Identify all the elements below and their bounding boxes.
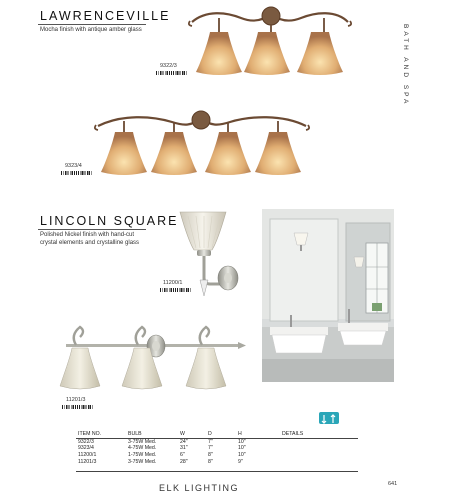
cell-w: 28" bbox=[180, 458, 188, 465]
cell-details bbox=[280, 445, 358, 452]
column-header-details: DETAILS bbox=[280, 431, 358, 438]
column-header-bulb: BULB bbox=[126, 431, 178, 438]
model-label-11200-1: 11200/1 bbox=[163, 280, 183, 286]
cell-details bbox=[280, 458, 358, 465]
page-number: 641 bbox=[388, 481, 398, 487]
model-label-9322-3: 9322/3 bbox=[160, 63, 177, 69]
table-bottom-rule bbox=[76, 471, 358, 472]
barcode bbox=[160, 288, 192, 292]
cell-h: 10" bbox=[238, 445, 246, 452]
cell-item-no: 11201/3 bbox=[78, 458, 97, 465]
cell-bulb: 1-75W Med. bbox=[128, 452, 157, 459]
arrows-icon bbox=[319, 413, 339, 425]
barcode bbox=[62, 405, 94, 409]
table-header-row bbox=[76, 431, 358, 438]
cell-w: 6" bbox=[180, 452, 185, 459]
amber-shade bbox=[101, 132, 301, 175]
cell-h: 10" bbox=[238, 452, 246, 459]
cell-item-no: 9322/3 bbox=[78, 438, 94, 445]
cell-h: 10" bbox=[238, 438, 246, 445]
series-description-lincoln-square: Polished Nickel finish with hand-cut crystal elements and crystalline glass bbox=[40, 232, 140, 246]
title-rule bbox=[38, 229, 146, 230]
certification-badge-icon bbox=[319, 412, 339, 424]
table-row bbox=[76, 445, 358, 452]
cell-item-no: 9323/4 bbox=[78, 445, 94, 452]
series-title-lincoln-square: LINCOLN SQUARE bbox=[40, 214, 179, 228]
column-header-w: W bbox=[178, 431, 206, 438]
cell-item-no: 11200/1 bbox=[78, 452, 97, 459]
elk-lighting-logo: ELK LIGHTING bbox=[159, 483, 240, 493]
cell-details bbox=[280, 452, 358, 459]
cell-w: 31" bbox=[180, 445, 188, 452]
cell-d: 8" bbox=[208, 452, 213, 459]
cell-w: 24" bbox=[180, 438, 188, 445]
column-header-item-no: ITEM NO. bbox=[76, 431, 126, 438]
column-header-d: D bbox=[206, 431, 236, 438]
bathroom-room-photo bbox=[262, 209, 394, 382]
fixture-11201-3-image bbox=[58, 316, 250, 396]
crystal-shade bbox=[60, 348, 226, 389]
specifications-table bbox=[76, 431, 358, 465]
cell-details bbox=[280, 438, 358, 445]
fixture-9323-4-image bbox=[92, 106, 314, 184]
cell-d: 7" bbox=[208, 445, 213, 452]
cell-h: 9" bbox=[238, 458, 243, 465]
fixture-9322-3-image bbox=[186, 4, 356, 80]
column-header-h: H bbox=[236, 431, 280, 438]
cell-bulb: 3-75W Med. bbox=[128, 438, 157, 445]
model-label-9323-4: 9323/4 bbox=[65, 163, 82, 169]
section-side-label: BATH AND SPA bbox=[402, 24, 409, 107]
cell-bulb: 4-75W Med. bbox=[128, 445, 157, 452]
series-description-lawrenceville: Mocha finish with antique amber glass bbox=[40, 27, 142, 33]
title-rule bbox=[38, 24, 146, 25]
cell-d: 8" bbox=[208, 458, 213, 465]
cell-d: 7" bbox=[208, 438, 213, 445]
table-row bbox=[76, 458, 358, 465]
barcode bbox=[61, 171, 93, 175]
series-title-lawrenceville: LAWRENCEVILLE bbox=[40, 9, 171, 23]
table-row bbox=[76, 452, 358, 459]
barcode bbox=[156, 71, 188, 75]
cell-bulb: 3-75W Med. bbox=[128, 458, 157, 465]
amber-shade bbox=[196, 32, 343, 75]
table-row bbox=[76, 438, 358, 445]
model-label-11201-3: 11201/3 bbox=[66, 397, 86, 403]
